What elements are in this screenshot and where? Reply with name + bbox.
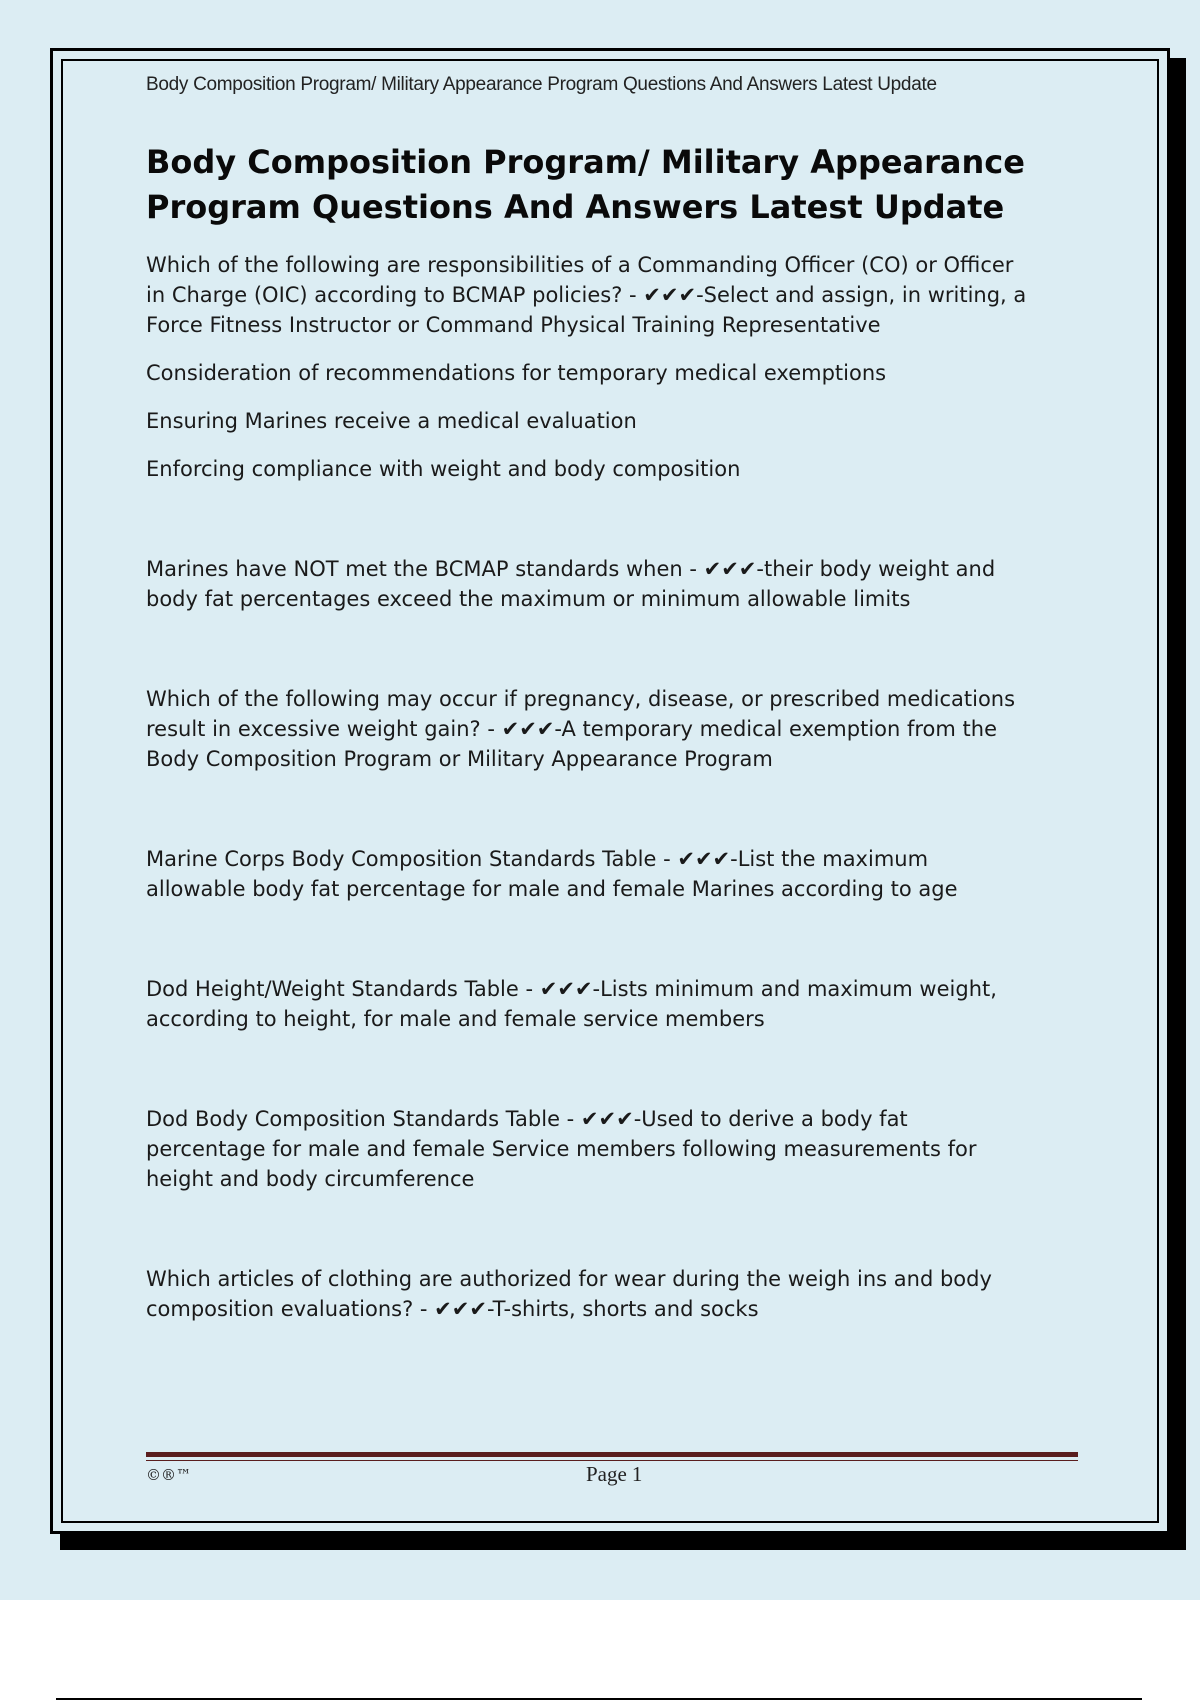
- qa-text: [146, 844, 1086, 904]
- qa-line: percentage for male and female Service members following measurements for: [146, 1137, 977, 1161]
- qa-item-1: [146, 250, 1086, 484]
- spacer: [146, 614, 1086, 684]
- qa-line: Dod Body Composition Standards Table - ✔✔✔-Used to derive a body fat: [146, 1107, 908, 1131]
- qa-content: [146, 250, 1086, 1324]
- footer-rule-thin: [146, 1460, 1078, 1461]
- qa-item-6: [146, 1104, 1086, 1194]
- page-label: Page: [586, 1462, 627, 1486]
- qa-text: [146, 974, 1086, 1034]
- spacer: [146, 774, 1086, 844]
- qa-line: in Charge (OIC) according to BCMAP policies? - ✔✔✔-Select and assign, in writing, a: [146, 283, 1027, 307]
- qa-line: Marine Corps Body Composition Standards Table - ✔✔✔-List the maximum: [146, 847, 929, 871]
- qa-line: composition evaluations? - ✔✔✔-T-shirts, shorts and socks: [146, 1297, 759, 1321]
- qa-line: body fat percentages exceed the maximum or minimum allowable limits: [146, 587, 911, 611]
- qa-line: Force Fitness Instructor or Command Physical Training Representative: [146, 313, 881, 337]
- page-number: 1: [631, 1462, 643, 1486]
- footer-page-number: [586, 1462, 642, 1487]
- qa-line: result in excessive weight gain? - ✔✔✔-A temporary medical exemption from the: [146, 717, 998, 741]
- qa-text: [146, 250, 1086, 340]
- qa-line: height and body circumference: [146, 1167, 475, 1191]
- qa-item-7: [146, 1264, 1086, 1324]
- qa-line: Which of the following may occur if pregnancy, disease, or prescribed medications: [146, 687, 1016, 711]
- qa-text: [146, 554, 1086, 614]
- footer-rule: [146, 1452, 1078, 1457]
- qa-line: Body Composition Program or Military Appearance Program: [146, 747, 773, 771]
- spacer: [146, 1034, 1086, 1104]
- qa-item-5: [146, 974, 1086, 1034]
- qa-text: [146, 1104, 1086, 1194]
- qa-item-2: [146, 554, 1086, 614]
- spacer: [146, 904, 1086, 974]
- document-title-line-2: Program Questions And Answers Latest Update: [146, 188, 1005, 226]
- document-title: [146, 140, 1086, 230]
- footer-trademark-symbols: ©®™: [146, 1466, 191, 1484]
- qa-extra-line: Ensuring Marines receive a medical evaluation: [146, 409, 637, 433]
- qa-text: [146, 684, 1086, 774]
- qa-text: [146, 1264, 1086, 1324]
- qa-line: Marines have NOT met the BCMAP standards when - ✔✔✔-their body weight and: [146, 557, 996, 581]
- spacer: [146, 484, 1086, 554]
- qa-line: Dod Height/Weight Standards Table - ✔✔✔-Lists minimum and maximum weight,: [146, 977, 997, 1001]
- qa-item-4: [146, 844, 1086, 904]
- qa-line: according to height, for male and female service members: [146, 1007, 765, 1031]
- qa-extra-line: Consideration of recommendations for temporary medical exemptions: [146, 361, 887, 385]
- running-header: Body Composition Program/ Military Appearance Program Questions And Answers Latest Update: [146, 74, 937, 95]
- qa-line: allowable body fat percentage for male and female Marines according to age: [146, 877, 958, 901]
- spacer: [146, 1194, 1086, 1264]
- qa-extra-line: Enforcing compliance with weight and body composition: [146, 457, 741, 481]
- qa-line: Which of the following are responsibilities of a Commanding Officer (CO) or Officer: [146, 253, 1014, 277]
- qa-item-3: [146, 684, 1086, 774]
- document-title-line-1: Body Composition Program/ Military Appearance: [146, 143, 1025, 181]
- qa-line: Which articles of clothing are authorized for wear during the weigh ins and body: [146, 1267, 992, 1291]
